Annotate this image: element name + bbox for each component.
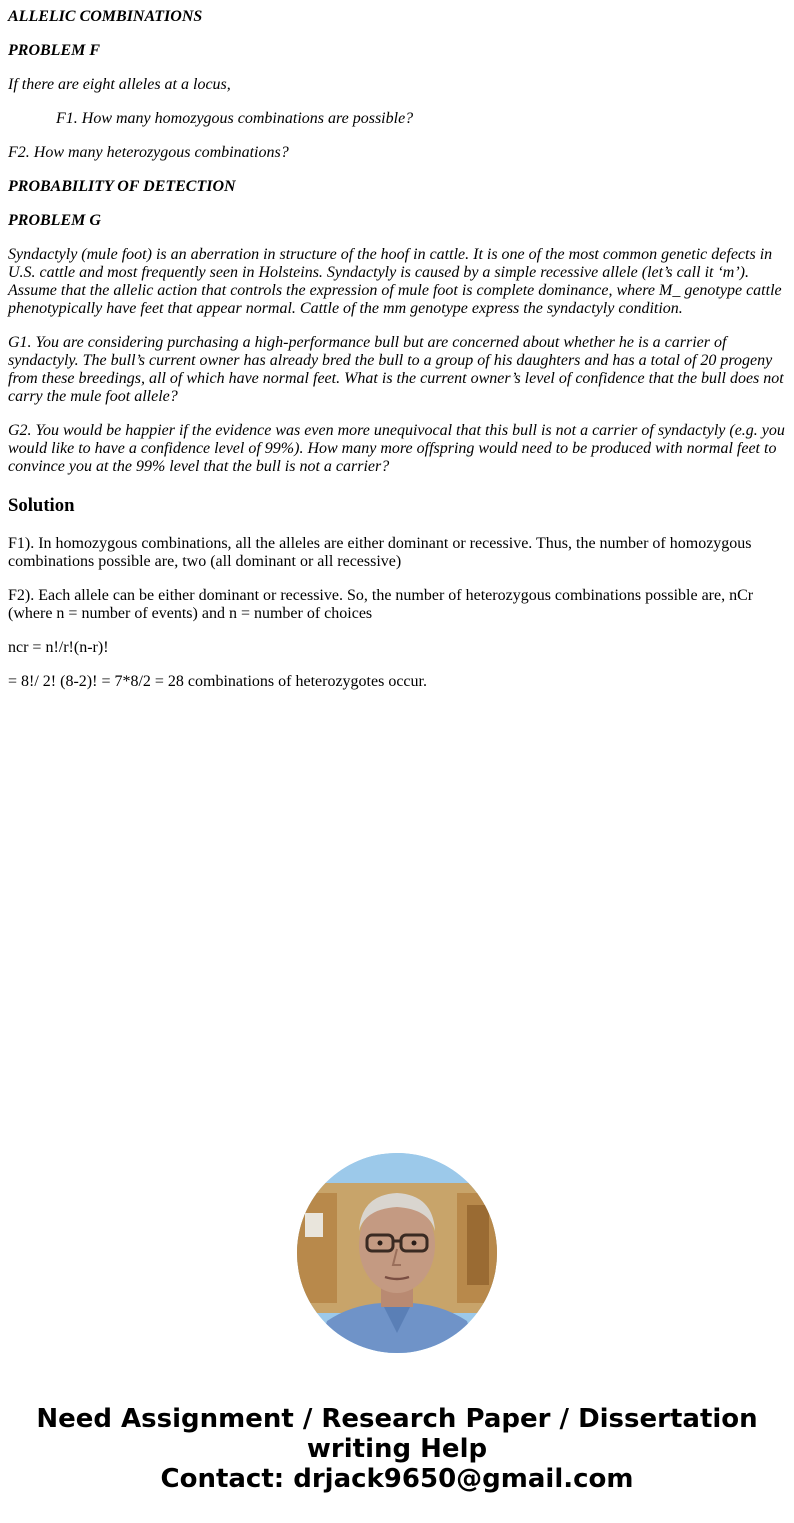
heading-problem-g: PROBLEM G	[8, 212, 101, 229]
combination-calculation: = 8!/ 2! (8-2)! = 7*8/2 = 28 combinations of heterozygotes occur.	[8, 673, 427, 690]
promo-line-1: Need Assignment / Research Paper / Dissertation	[36, 1404, 758, 1434]
question-f2: F2. How many heterozygous combinations?	[8, 144, 289, 161]
problem-f-intro: If there are eight alleles at a locus,	[8, 76, 231, 93]
author-portrait-image	[297, 1153, 497, 1353]
question-g2: G2. You would be happier if the evidence was even more unequivocal that this bull is not a carrier of syndactyly (e.g. you would like to have a confidence level of 99%). How many more offspring would need to be produced with normal feet to convince you at the 99% level that the bull is not a carrier?	[8, 422, 785, 475]
combination-formula: ncr = n!/r!(n-r)!	[8, 639, 109, 656]
heading-problem-f: PROBLEM F	[8, 42, 101, 59]
question-g1: G1. You are considering purchasing a high-performance bull but are concerned about whether he is a carrier of syndactyly. The bull’s current owner has already bred the bull to a group of his daughters and has a total of 20 progeny from these breedings, all of which have normal feet. What is the current owner’s level of confidence that the bull does not carry the mule foot allele?	[8, 334, 784, 405]
solution-heading: Solution	[8, 495, 75, 516]
promo-banner	[0, 1404, 794, 1494]
author-avatar	[297, 1153, 497, 1353]
heading-probability-of-detection: PROBABILITY OF DETECTION	[8, 178, 236, 195]
answer-f1: F1). In homozygous combinations, all the alleles are either dominant or recessive. Thus, the number of homozygous combinations possible are, two (all dominant or all recessive)	[8, 535, 752, 570]
syndactyly-paragraph: Syndactyly (mule foot) is an aberration in structure of the hoof in cattle. It is one of the most common genetic defects in U.S. cattle and most frequently seen in Holsteins. Syndactyly is caused by a simple recessive allele (let’s call it ‘m’). Assume that the allelic action that controls the expression of mule foot is complete dominance, where M_ genotype cattle phenotypically have feet that appear normal. Cattle of the mm genotype express the syndactyly condition.	[8, 246, 782, 317]
promo-contact-line: Contact: drjack9650@gmail.com	[160, 1464, 634, 1494]
promo-line-2: writing Help	[306, 1434, 488, 1464]
question-f1: F1. How many homozygous combinations are possible?	[56, 110, 414, 127]
answer-f2: F2). Each allele can be either dominant or recessive. So, the number of heterozygous combinations possible are, nCr (where n = number of events) and n = number of choices	[8, 587, 754, 622]
heading-allelic-combinations: ALLELIC COMBINATIONS	[8, 8, 203, 25]
